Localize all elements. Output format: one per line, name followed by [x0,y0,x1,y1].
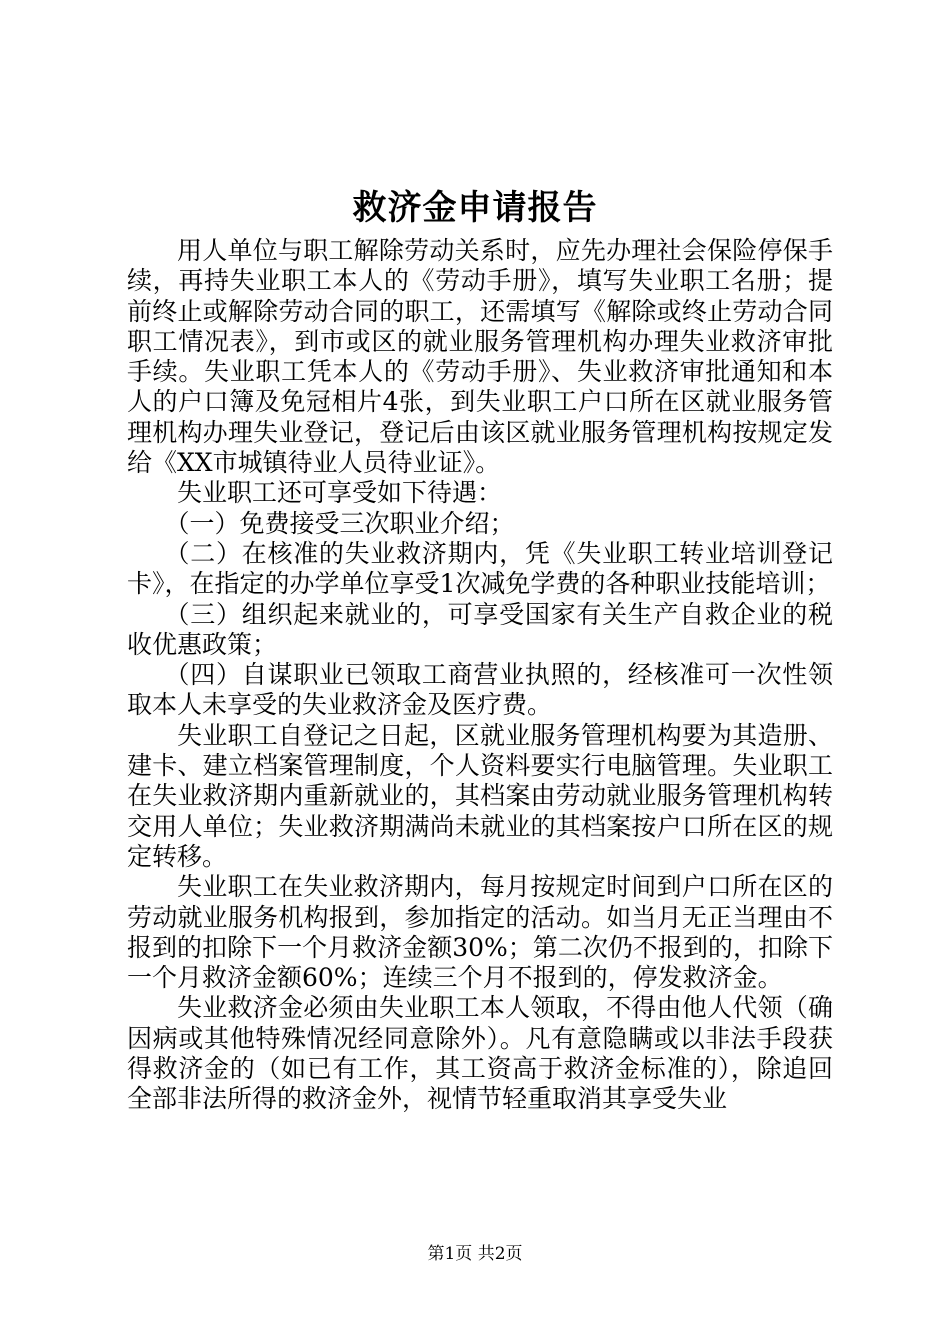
paragraph-benefit-4: （四）自谋职业已领取工商营业执照的，经核准可一次性领取本人未享受的失业救济金及医疗费。 [127,660,833,720]
document-title: 救济金申请报告 [352,188,598,228]
paragraph-benefit-1: （一）免费接受三次职业介绍； [164,508,515,538]
paragraph-benefits-intro: 失业职工还可享受如下待遇： [177,478,503,508]
paragraph-reporting: 失业职工在失业救济期内，每月按规定时间到户口所在区的劳动就业服务机构报到，参加指定的活动。如当月无正当理由不报到的扣除下一个月救济金额30%；第二次仍不报到的，扣除下一个月救济金额60%；连续三个月不报到的，停发救济金。 [127,872,833,993]
document-body [127,236,833,1115]
paragraph-benefit-2: （二）在核准的失业救济期内，凭《失业职工转业培训登记卡》，在指定的办学单位享受1次减免学费的各种职业技能培训； [127,538,833,599]
paragraph-benefit-3: （三）组织起来就业的，可享受国家有关生产自救企业的税收优惠政策； [127,599,833,659]
page-number: 第1页 共2页 [427,1244,523,1264]
paragraph-procedure: 用人单位与职工解除劳动关系时，应先办理社会保险停保手续，再持失业职工本人的《劳动手册》，填写失业职工名册；提前终止或解除劳动合同的职工，还需填写《解除或终止劳动合同职工情况表》，到市或区的就业服务管理机构办理失业救济审批手续。失业职工凭本人的《劳动手册》、失业救济审批通知和本人的户口簿及免冠相片4张，到失业职工户口所在区就业服务管理机构办理失业登记，登记后由该区就业服务管理机构按规定发给《XX市城镇待业人员待业证》。 [127,236,833,478]
paragraph-archive: 失业职工自登记之日起，区就业服务管理机构要为其造册、建卡、建立档案管理制度，个人资料要实行电脑管理。失业职工在失业救济期内重新就业的，其档案由劳动就业服务管理机构转交用人单位；失业救济期满尚未就业的其档案按户口所在区的规定转移。 [127,720,833,871]
paragraph-collection: 失业救济金必须由失业职工本人领取，不得由他人代领（确因病或其他特殊情况经同意除外）。凡有意隐瞒或以非法手段获得救济金的（如已有工作，其工资高于救济金标准的），除追回全部非法所得的救济金外，视情节轻重取消其享受失业 [127,993,833,1114]
